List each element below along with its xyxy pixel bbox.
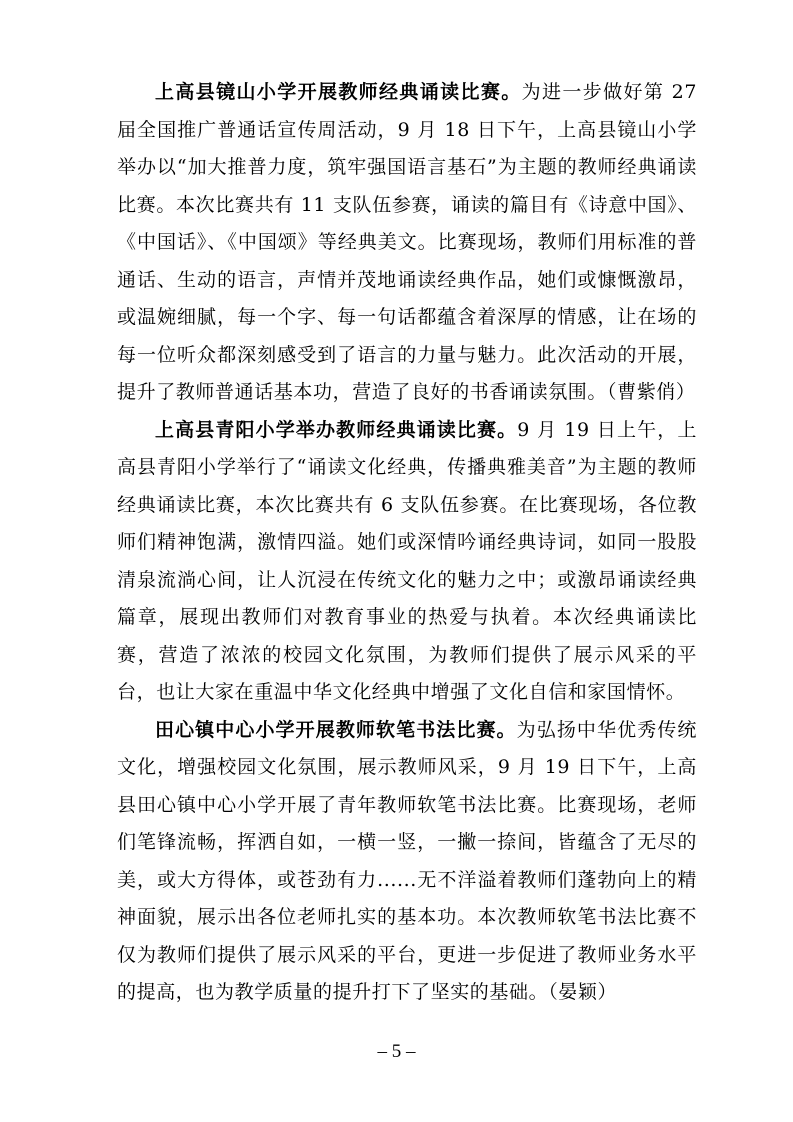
article-2-body: 9 月 19 日上午，上高县青阳小学举行了“诵读文化经典，传播典雅美音”为主题的教师经典诵读比赛，本次比赛共有 6 支队伍参赛。在比赛现场，各位教师们精神饱满，激情四溢。她们或深情吟诵经典诗词，如同一股股清泉流淌心间，让人沉浸在传统文化的魅力之中；或激昂诵读经典篇章，展现出教师们对教育事业的热爱与执着。本次经典诵读比赛，营造了浓浓的校园文化氛围，为教师们提供了展示风采的平台，也让大家在重温中华文化经典中增强了文化自信和家国情怀。 bbox=[117, 418, 697, 703]
article-2-heading: 上高县青阳小学举办教师经典诵读比赛。 bbox=[155, 418, 518, 441]
article-3-paragraph bbox=[117, 712, 697, 1012]
article-1-paragraph bbox=[117, 74, 697, 412]
article-1-heading: 上高县镜山小学开展教师经典诵读比赛。 bbox=[155, 81, 522, 103]
article-1-body: 为进一步做好第 27 届全国推广普通话宣传周活动，9 月 18 日下午，上高县镜山小学举办以“加大推普力度，筑牢强国语言基石”为主题的教师经典诵读比赛。本次比赛共有 11 支队伍参赛，诵读的篇目有《诗意中国》、《中国话》、《中国颂》等经典美文。比赛现场，教师们用标准的普通话、生动的语言，声情并茂地诵读经典作品，她们或慷慨激昂，或温婉细腻，每一个字、每一句话都蕴含着深厚的情感，让在场的每一位听众都深刻感受到了语言的力量与魅力。此次活动的开展，提升了教师普通话基本功，营造了良好的书香诵读氛围。（曹紫俏） bbox=[117, 81, 698, 403]
article-3-heading: 田心镇中心小学开展教师软笔书法比赛。 bbox=[155, 718, 517, 741]
article-3-body: 为弘扬中华优秀传统文化，增强校园文化氛围，展示教师风采，9 月 19 日下午，上高县田心镇中心小学开展了青年教师软笔书法比赛。比赛现场，老师们笔锋流畅，挥洒自如，一横一竖，一撇一捺间，皆蕴含了无尽的美，或大方得体，或苍劲有力......无不洋溢着教师们蓬勃向上的精神面貌，展示出各位老师扎实的基本功。本次教师软笔书法比赛不仅为教师们提供了展示风采的平台，更进一步促进了教师业务水平的提高，也为教学质量的提升打下了坚实的基础。（晏颖） bbox=[117, 718, 697, 1003]
document-body bbox=[117, 74, 697, 1012]
article-2-paragraph bbox=[117, 412, 697, 712]
page-number: – 5 – bbox=[377, 1041, 416, 1062]
